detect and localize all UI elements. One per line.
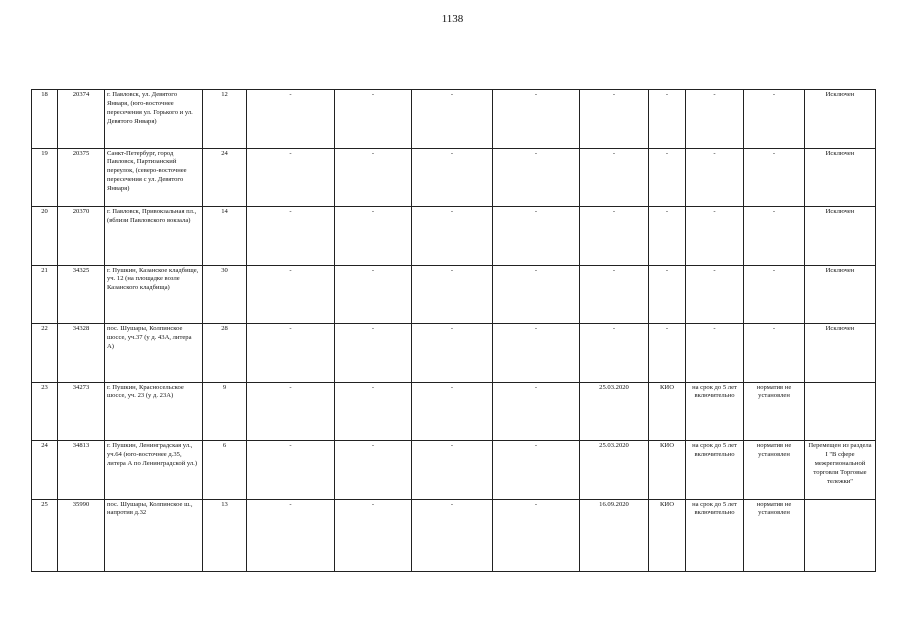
table-row xyxy=(32,382,876,441)
table-row xyxy=(32,207,876,266)
row-number-cell: 24 xyxy=(32,441,58,500)
row-number-cell: 18 xyxy=(32,90,58,149)
column-1-cell: - xyxy=(247,324,335,383)
column-2-cell: - xyxy=(335,265,412,324)
norm-cell: норматив не установлен xyxy=(744,441,805,500)
register-table xyxy=(31,89,876,572)
note-cell: Исключен xyxy=(805,265,876,324)
norm-cell: - xyxy=(744,207,805,266)
date-cell: - xyxy=(580,90,649,149)
column-1-cell: - xyxy=(247,499,335,571)
term-cell: - xyxy=(686,265,744,324)
column-2-cell: - xyxy=(335,90,412,149)
register-rows xyxy=(32,90,876,572)
object-id-cell: 34328 xyxy=(58,324,105,383)
row-number-cell: 19 xyxy=(32,148,58,207)
address-cell: г. Павловск, ул. Девятого Января, (юго-восточнее пересечения ул. Горького и ул. Девятого Января) xyxy=(105,90,203,149)
note-cell xyxy=(805,499,876,571)
area-cell: 30 xyxy=(203,265,247,324)
column-1-cell: - xyxy=(247,148,335,207)
object-id-cell: 20375 xyxy=(58,148,105,207)
note-cell: Исключен xyxy=(805,207,876,266)
column-2-cell: - xyxy=(335,499,412,571)
column-3-cell: - xyxy=(412,441,493,500)
organization-cell: - xyxy=(649,90,686,149)
norm-cell: - xyxy=(744,324,805,383)
organization-cell: - xyxy=(649,265,686,324)
column-4-cell: - xyxy=(493,265,580,324)
date-cell: 25.03.2020 xyxy=(580,441,649,500)
column-3-cell: - xyxy=(412,499,493,571)
row-number-cell: 20 xyxy=(32,207,58,266)
column-2-cell: - xyxy=(335,324,412,383)
object-id-cell: 34813 xyxy=(58,441,105,500)
date-cell: - xyxy=(580,148,649,207)
organization-cell: - xyxy=(649,324,686,383)
norm-cell: - xyxy=(744,265,805,324)
object-id-cell: 20370 xyxy=(58,207,105,266)
area-cell: 28 xyxy=(203,324,247,383)
note-cell: Исключен xyxy=(805,90,876,149)
table-row xyxy=(32,265,876,324)
norm-cell: норматив не установлен xyxy=(744,382,805,441)
row-number-cell: 25 xyxy=(32,499,58,571)
note-cell: Перемещен из раздела I "В сфере межрегиональной торговли Торговые тележки" xyxy=(805,441,876,500)
term-cell: - xyxy=(686,90,744,149)
page-number: 1138 xyxy=(441,13,464,25)
object-id-cell: 34273 xyxy=(58,382,105,441)
table-row xyxy=(32,324,876,383)
column-4-cell: - xyxy=(493,324,580,383)
address-cell: г. Павловск, Привокзальная пл., (вблизи Павловского вокзала) xyxy=(105,207,203,266)
norm-cell: норматив не установлен xyxy=(744,499,805,571)
column-3-cell: - xyxy=(412,90,493,149)
column-2-cell: - xyxy=(335,382,412,441)
organization-cell: КИО xyxy=(649,382,686,441)
column-3-cell: - xyxy=(412,265,493,324)
address-cell: Санкт-Петербург, город Павловск, Партизанский переулок, (северо-восточнее пересечения с ул. Девятого Января) xyxy=(105,148,203,207)
column-3-cell: - xyxy=(412,324,493,383)
organization-cell: КИО xyxy=(649,499,686,571)
column-3-cell: - xyxy=(412,207,493,266)
address-cell: г. Пушкин, Казанское кладбище, уч. 12 (на площадке возле Казанского кладбища) xyxy=(105,265,203,324)
table-row xyxy=(32,441,876,500)
object-id-cell: 34325 xyxy=(58,265,105,324)
note-cell: Исключен xyxy=(805,324,876,383)
column-3-cell: - xyxy=(412,382,493,441)
area-cell: 12 xyxy=(203,90,247,149)
column-4-cell: - xyxy=(493,148,580,207)
object-id-cell: 20374 xyxy=(58,90,105,149)
address-cell: пос. Шушары, Колпинское ш., напротив д.32 xyxy=(105,499,203,571)
date-cell: - xyxy=(580,324,649,383)
row-number-cell: 21 xyxy=(32,265,58,324)
column-2-cell: - xyxy=(335,148,412,207)
area-cell: 9 xyxy=(203,382,247,441)
column-1-cell: - xyxy=(247,265,335,324)
date-cell: 25.03.2020 xyxy=(580,382,649,441)
table-row xyxy=(32,90,876,149)
term-cell: - xyxy=(686,324,744,383)
column-1-cell: - xyxy=(247,90,335,149)
organization-cell: КИО xyxy=(649,441,686,500)
area-cell: 14 xyxy=(203,207,247,266)
column-4-cell: - xyxy=(493,207,580,266)
area-cell: 6 xyxy=(203,441,247,500)
note-cell xyxy=(805,382,876,441)
address-cell: пос. Шушары, Колпинское шоссе, уч.37 (у д. 43А, литера А) xyxy=(105,324,203,383)
area-cell: 24 xyxy=(203,148,247,207)
organization-cell: - xyxy=(649,207,686,266)
address-cell: г. Пушкин, Ленинградская ул., уч.64 (юго-восточнее д.35, литера А по Ленинградской ул.) xyxy=(105,441,203,500)
date-cell: 16.09.2020 xyxy=(580,499,649,571)
column-4-cell: - xyxy=(493,382,580,441)
column-3-cell: - xyxy=(412,148,493,207)
column-1-cell: - xyxy=(247,207,335,266)
term-cell: - xyxy=(686,148,744,207)
column-2-cell: - xyxy=(335,441,412,500)
organization-cell: - xyxy=(649,148,686,207)
column-4-cell: - xyxy=(493,441,580,500)
term-cell: на срок до 5 лет включительно xyxy=(686,499,744,571)
area-cell: 13 xyxy=(203,499,247,571)
table-row xyxy=(32,148,876,207)
table-row xyxy=(32,499,876,571)
address-cell: г. Пушкин, Красносельское шоссе, уч. 23 (у д. 23А) xyxy=(105,382,203,441)
column-1-cell: - xyxy=(247,441,335,500)
term-cell: - xyxy=(686,207,744,266)
column-2-cell: - xyxy=(335,207,412,266)
date-cell: - xyxy=(580,207,649,266)
column-4-cell: - xyxy=(493,499,580,571)
norm-cell: - xyxy=(744,148,805,207)
date-cell: - xyxy=(580,265,649,324)
row-number-cell: 23 xyxy=(32,382,58,441)
term-cell: на срок до 5 лет включительно xyxy=(686,382,744,441)
term-cell: на срок до 5 лет включительно xyxy=(686,441,744,500)
object-id-cell: 35990 xyxy=(58,499,105,571)
column-4-cell: - xyxy=(493,90,580,149)
row-number-cell: 22 xyxy=(32,324,58,383)
note-cell: Исключен xyxy=(805,148,876,207)
norm-cell: - xyxy=(744,90,805,149)
column-1-cell: - xyxy=(247,382,335,441)
